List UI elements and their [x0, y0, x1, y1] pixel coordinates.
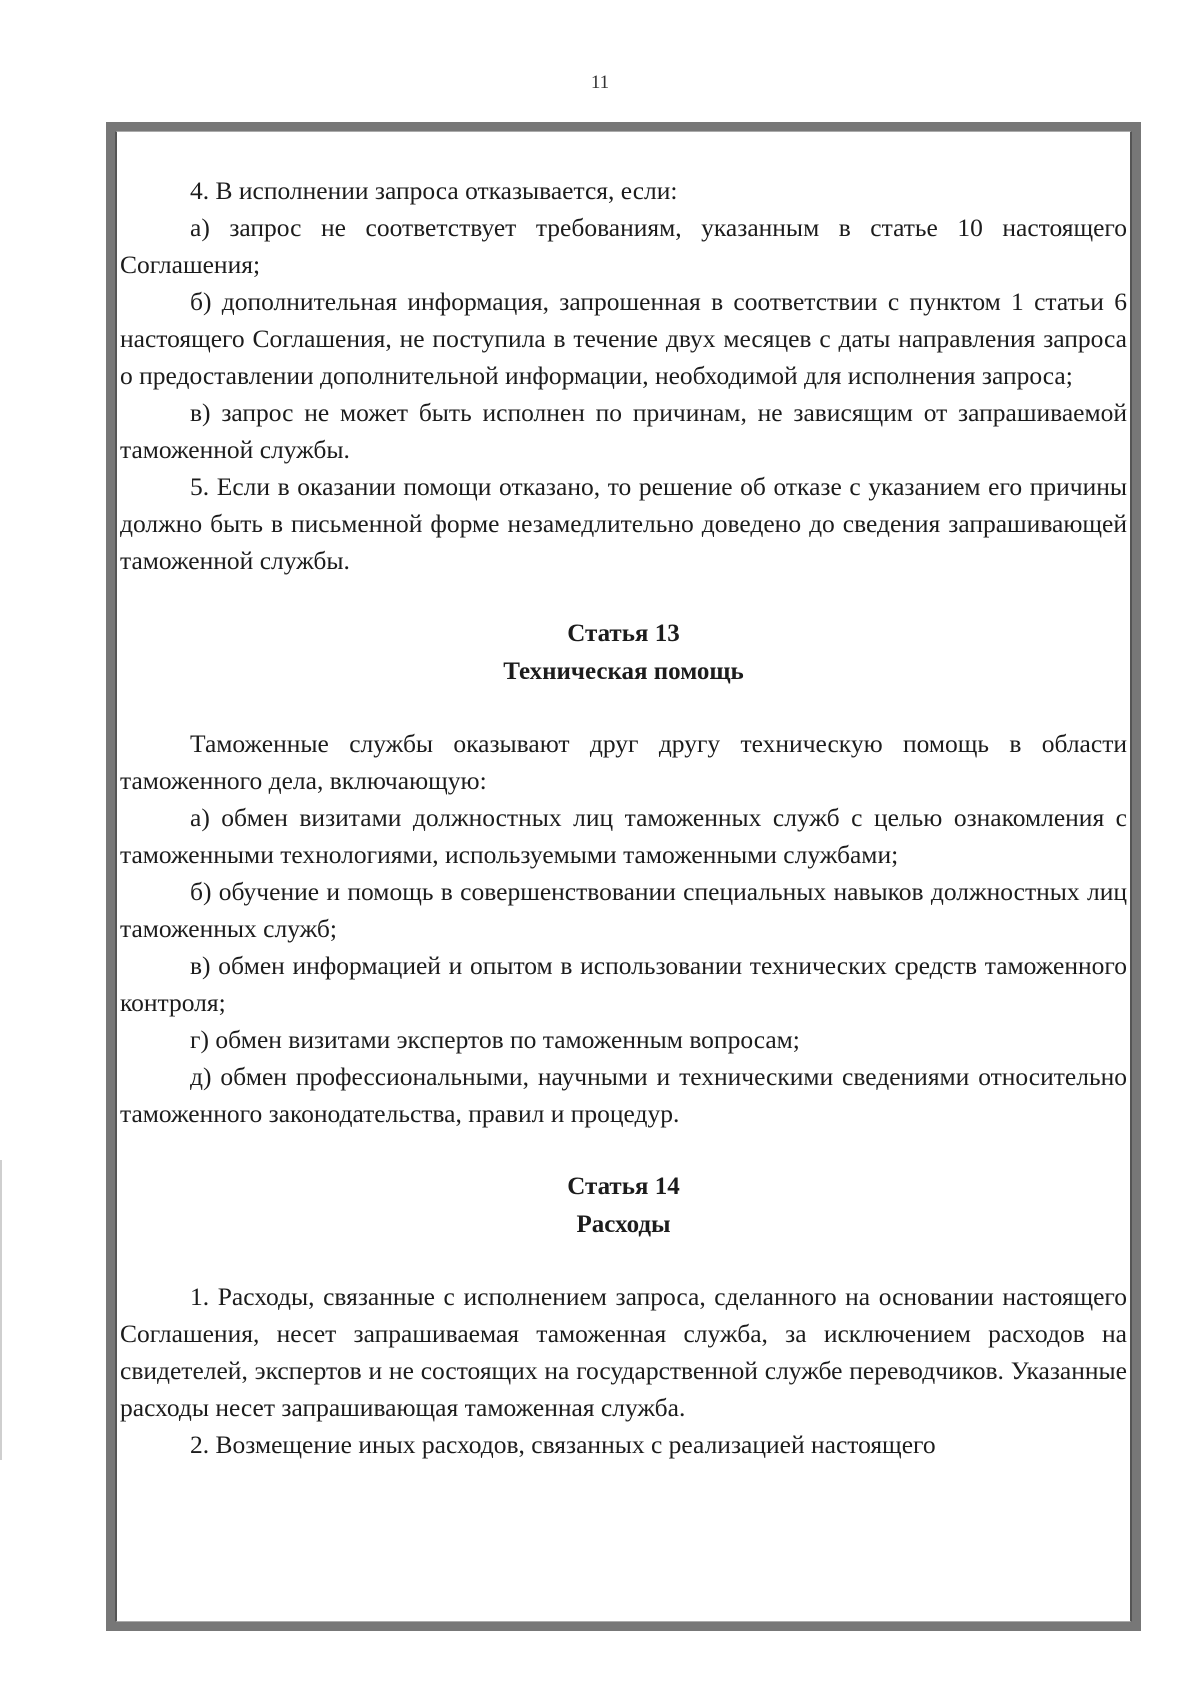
paragraph-refusal-c: в) запрос не может быть исполнен по причинам, не зависящим от запрашиваемой таможенной службы. [120, 398, 1127, 464]
article-14-paragraph-1: 1. Расходы, связанные с исполнением запроса, сделанного на основании настоящего Соглашения, несет запрашиваемая таможенная служба, за исключением расходов на свидетелей, экспертов и не состоящих на государственной службе переводчиков. Указанные расходы несет запрашивающая таможенная служба. [120, 1282, 1127, 1422]
paragraph-refusal-notice: 5. Если в оказании помощи отказано, то решение об отказе с указанием его причины должно быть в письменной форме незамедлительно доведено до сведения запрашивающей таможенной службы. [120, 472, 1127, 575]
paragraph-refusal-b: б) дополнительная информация, запрошенная в соответствии с пунктом 1 статьи 6 настоящего Соглашения, не поступила в течение двух месяцев с даты направления запроса о предоставлении дополнительной информации, необходимой для исполнения запроса; [120, 287, 1127, 390]
scan-artifact [0, 1160, 2, 1460]
article-13-item-b: б) обучение и помощь в совершенствовании специальных навыков должностных лиц таможенных служб; [120, 877, 1127, 943]
article-13-title: Техническая помощь [503, 658, 744, 685]
article-14-paragraph-2: 2. Возмещение иных расходов, связанных с реализацией настоящего [190, 1430, 936, 1459]
article-13-item-c: в) обмен информацией и опытом в использовании технических средств таможенного контроля; [120, 951, 1127, 1017]
paragraph-refusal-intro: 4. В исполнении запроса отказывается, если: [190, 176, 678, 205]
article-13-item-e: д) обмен профессиональными, научными и техническими сведениями относительно таможенного законодательства, правил и процедур. [120, 1062, 1127, 1128]
page-number: 11 [590, 72, 610, 93]
article-13-number: Статья 13 [567, 620, 680, 647]
article-14-title: Расходы [576, 1211, 671, 1238]
document-body [120, 172, 1127, 1463]
paragraph-refusal-a: а) запрос не соответствует требованиям, указанным в статье 10 настоящего Соглашения; [120, 213, 1127, 279]
article-13-intro: Таможенные службы оказывают друг другу техническую помощь в области таможенного дела, включающую: [120, 729, 1127, 795]
article-13-item-d: г) обмен визитами экспертов по таможенным вопросам; [190, 1025, 800, 1054]
article-13-item-a: а) обмен визитами должностных лиц таможенных служб с целью ознакомления с таможенными технологиями, используемыми таможенными службами; [120, 803, 1127, 869]
article-14-number: Статья 14 [567, 1173, 680, 1200]
